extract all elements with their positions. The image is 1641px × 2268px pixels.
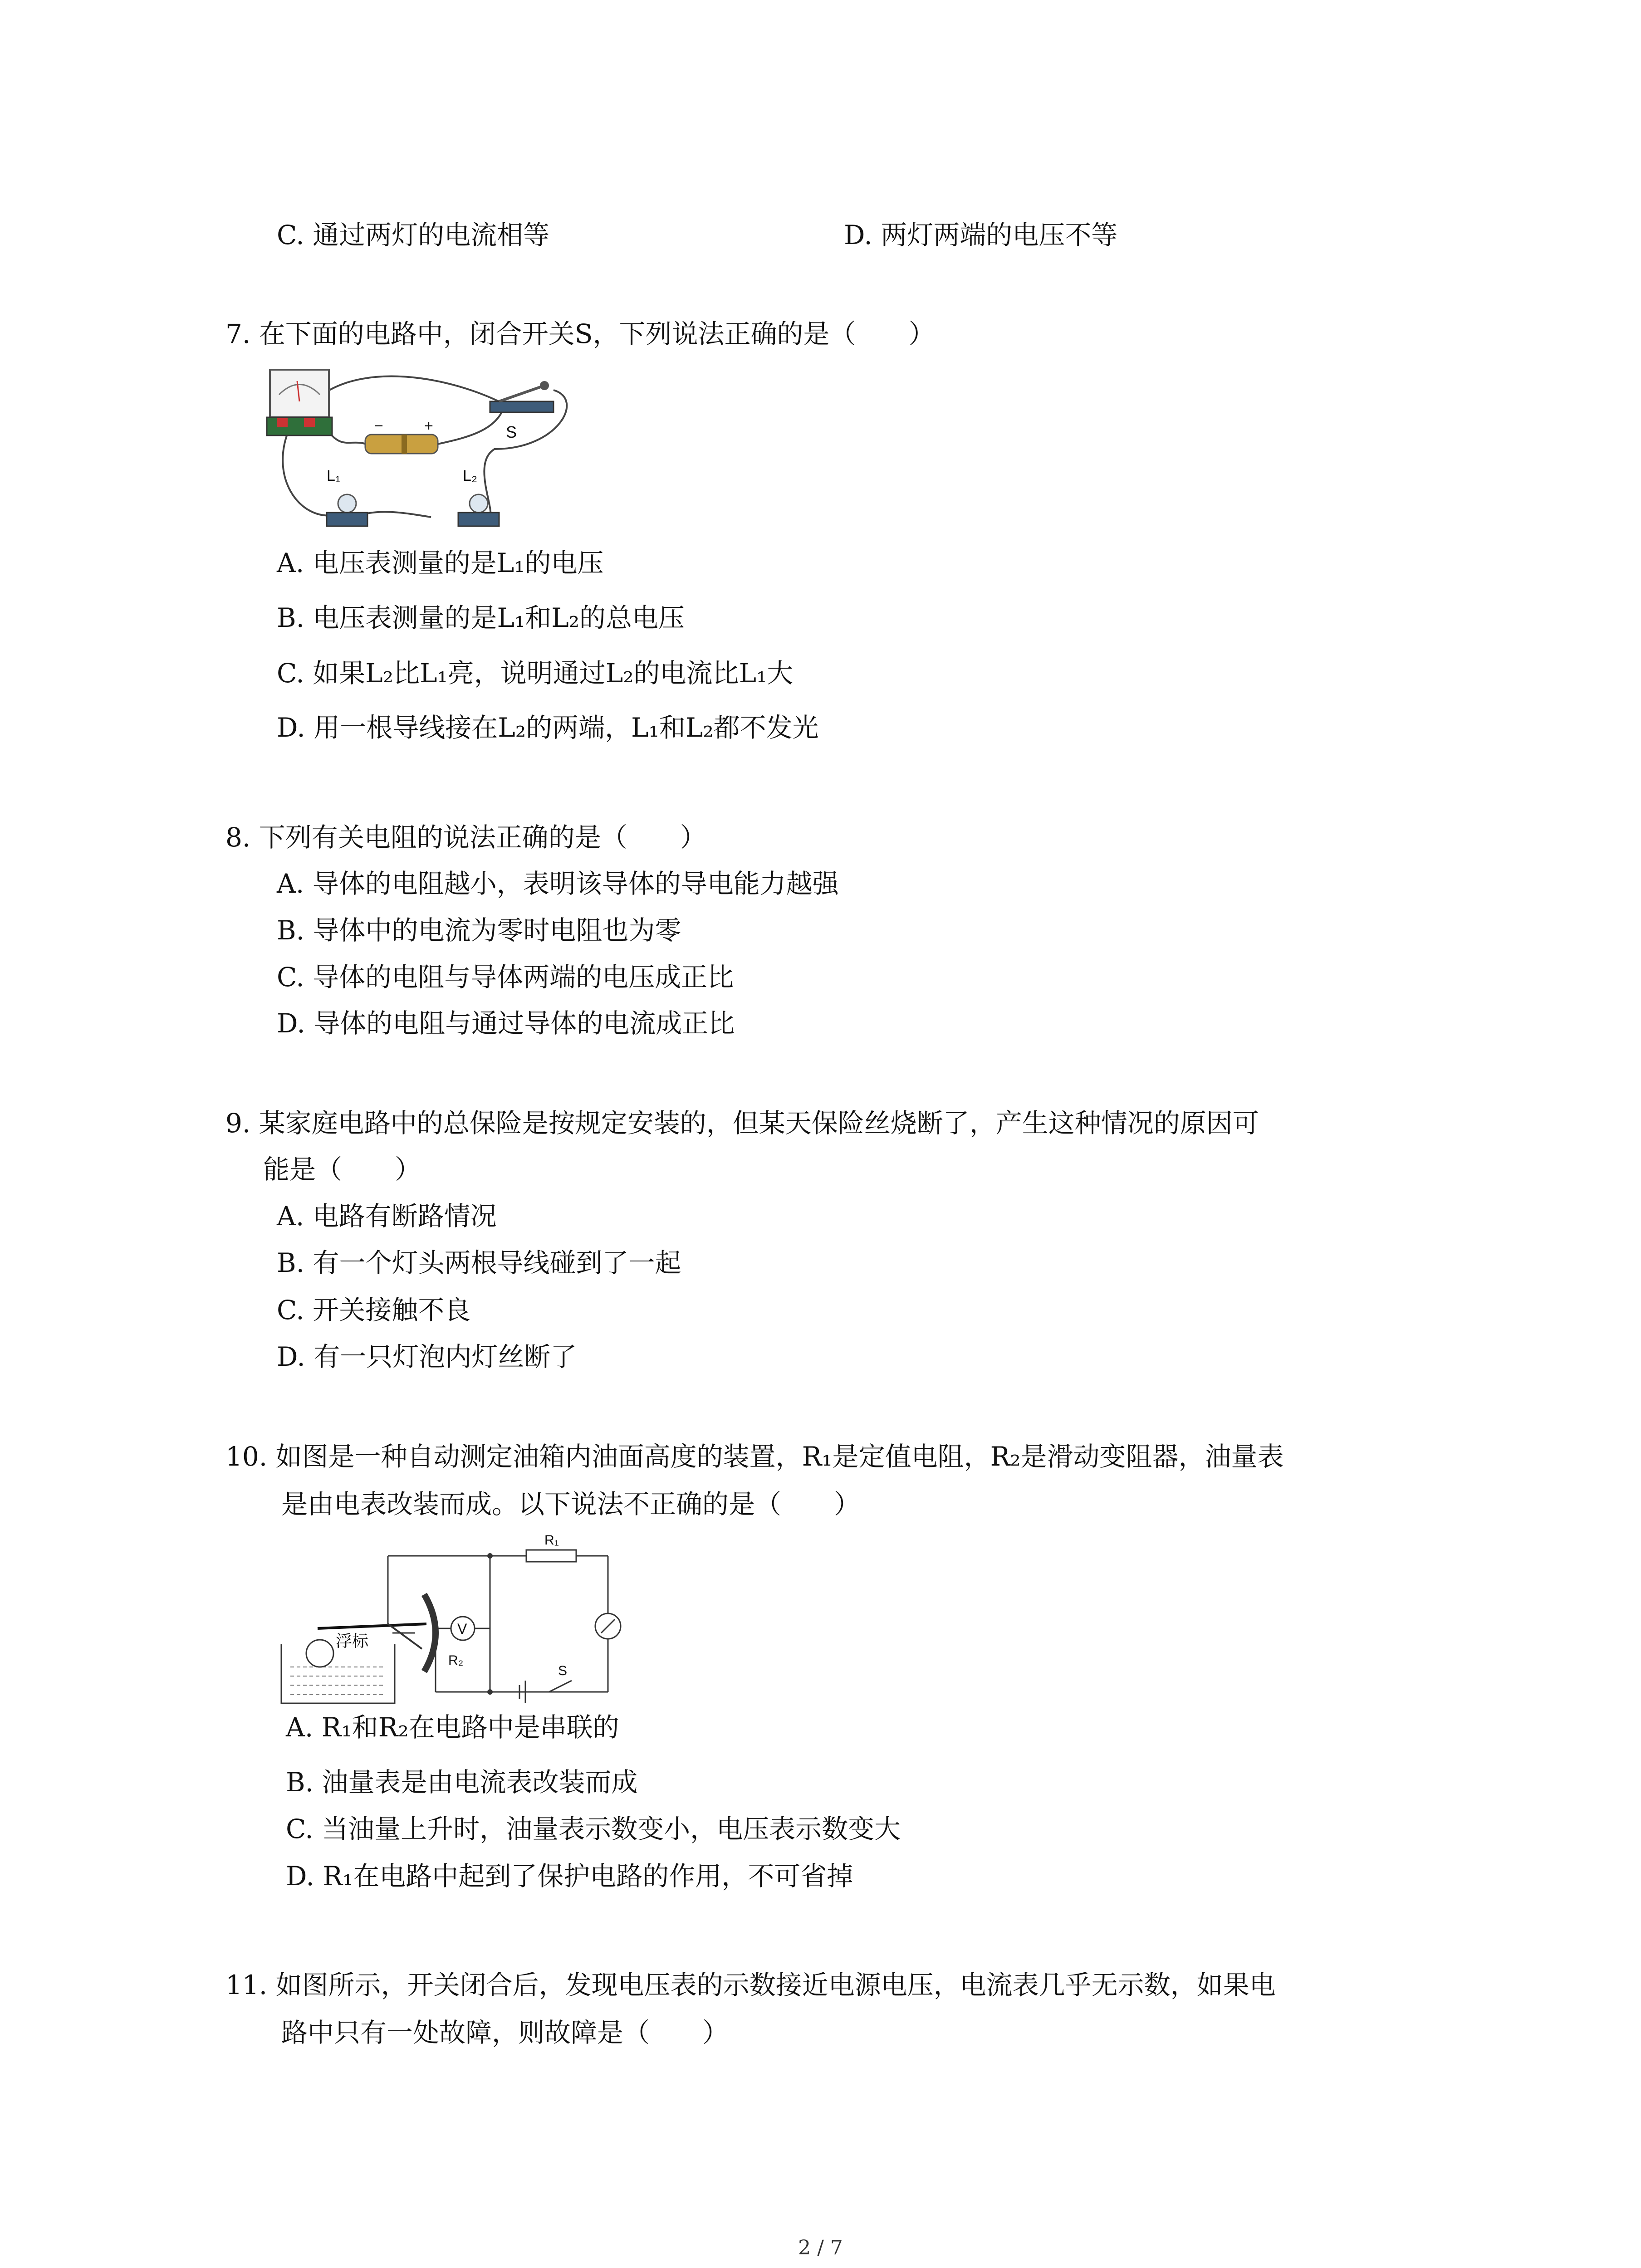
float-label: 浮标 [336,1632,369,1650]
q8-option-a: A. 导体的电阻越小，表明该导体的导电能力越强 [277,868,839,899]
oil-tank [281,1632,395,1703]
q10-option-a: A. R₁和R₂在电路中是串联的 [286,1712,619,1743]
q9-option-d: D. 有一只灯泡内灯丝断了 [277,1341,577,1372]
switch-label: S [506,423,517,441]
q8-stem: 8. 下列有关电阻的说法正确的是（ ） [225,822,706,853]
voltmeter-device [267,370,332,435]
voltmeter-symbol [436,1617,490,1640]
q10-stem-line2: 是由电表改装而成。以下说法不正确的是（ ） [281,1489,861,1520]
q8-option-b: B. 导体中的电流为零时电阻也为零 [277,915,681,946]
resistor-r1 [526,1533,576,1562]
r2-label: R₂ [448,1653,464,1668]
q11-stem-line2: 路中只有一处故障，则故障是（ ） [281,2017,729,2048]
q11-stem-line1: 11. 如图所示，开关闭合后，发现电压表的示数接近电源电压，电流表几乎无示数，如果电 [225,1970,1276,2000]
switch-symbol [549,1663,572,1692]
q10-oil-tank-figure [272,1531,626,1712]
q7-option-d: D. 用一根导线接在L₂的两端，L₁和L₂都不发光 [277,712,819,743]
switch-s-device [490,381,554,441]
q10-stem-line1: 10. 如图是一种自动测定油箱内油面高度的装置，R₁是定值电阻，R₂是滑动变阻器，油量表 [225,1441,1284,1472]
lamp-l2-device [458,467,499,526]
q7-option-b: B. 电压表测量的是L₁和L₂的总电压 [277,602,685,633]
lamp-l1-label: L₁ [327,467,341,484]
q6-option-d: D. 两灯两端的电压不等 [844,220,1118,250]
q6-option-c: C. 通过两灯的电流相等 [277,220,550,250]
oil-gauge-meter [595,1613,621,1639]
q10-option-b: B. 油量表是由电流表改装而成 [286,1767,638,1798]
q7-option-a: A. 电压表测量的是L₁的电压 [277,547,604,578]
q9-option-b: B. 有一个灯头两根导线碰到了一起 [277,1247,681,1278]
switch-label: S [558,1663,568,1678]
page-number: 2 / 7 [798,2236,843,2259]
battery-device [365,417,438,454]
q7-circuit-figure [259,358,576,549]
r1-label: R₁ [544,1533,559,1548]
voltmeter-label: V [457,1621,467,1637]
q7-option-c: C. 如果L₂比L₁亮，说明通过L₂的电流比L₁大 [277,658,794,689]
q10-option-d: D. R₁在电路中起到了保护电路的作用，不可省掉 [286,1861,853,1892]
q10-option-c: C. 当油量上升时，油量表示数变小，电压表示数变大 [286,1813,901,1844]
q9-option-c: C. 开关接触不良 [277,1295,471,1325]
battery-plus-label: + [424,417,433,435]
q8-option-c: C. 导体的电阻与导体两端的电压成正比 [277,962,734,992]
lamp-l1-device [327,467,367,526]
q8-option-d: D. 导体的电阻与通过导体的电流成正比 [277,1008,735,1039]
lamp-l2-label: L₂ [463,467,478,484]
q9-option-a: A. 电路有断路情况 [277,1201,497,1232]
q9-stem-line1: 9. 某家庭电路中的总保险是按规定安装的，但某天保险丝烧断了，产生这种情况的原因可 [225,1108,1259,1139]
q9-stem-line2: 能是（ ） [263,1154,421,1185]
battery-minus-label: − [374,417,383,435]
q7-stem: 7. 在下面的电路中，闭合开关S，下列说法正确的是（ ） [225,318,935,349]
